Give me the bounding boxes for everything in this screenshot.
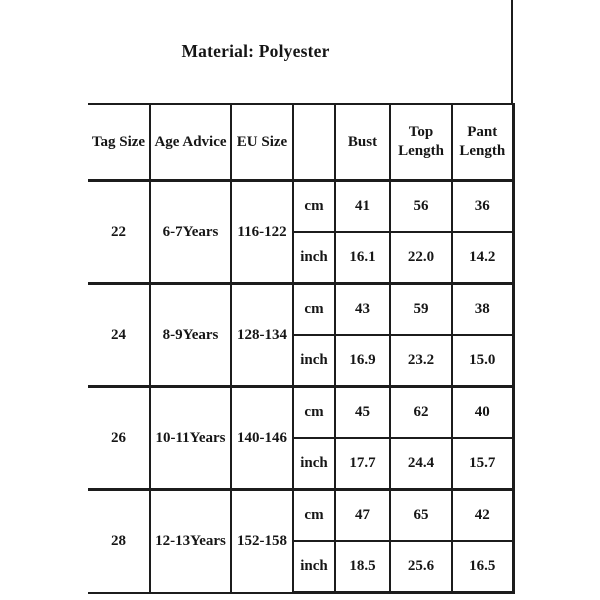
pant-inch-cell: 15.7 [452, 438, 513, 490]
header-unit [293, 104, 335, 181]
title-block [0, 0, 513, 103]
header-age-advice: Age Advice [150, 104, 231, 181]
page-title: Material: Polyester [181, 41, 330, 61]
unit-cm-cell: cm [293, 387, 335, 439]
top-cm-cell: 65 [390, 490, 452, 542]
table-row [88, 490, 513, 542]
bust-cm-cell: 45 [335, 387, 390, 439]
bust-cm-cell: 41 [335, 181, 390, 233]
table-row [88, 181, 513, 233]
pant-inch-cell: 16.5 [452, 541, 513, 593]
age-advice-cell: 10-11Years [150, 387, 231, 490]
header-eu-size: EU Size [231, 104, 293, 181]
tag-size-cell: 22 [88, 181, 150, 284]
pant-cm-cell: 42 [452, 490, 513, 542]
bust-inch-cell: 16.9 [335, 335, 390, 387]
age-advice-cell: 12-13Years [150, 490, 231, 593]
unit-cm-cell: cm [293, 490, 335, 542]
size-chart-table [88, 103, 515, 594]
age-advice-cell: 6-7Years [150, 181, 231, 284]
bust-cm-cell: 43 [335, 284, 390, 336]
header-tag-size: Tag Size [88, 104, 150, 181]
top-inch-cell: 24.4 [390, 438, 452, 490]
unit-inch-cell: inch [293, 438, 335, 490]
eu-size-cell: 152-158 [231, 490, 293, 593]
bust-inch-cell: 16.1 [335, 232, 390, 284]
top-inch-cell: 25.6 [390, 541, 452, 593]
header-bust: Bust [335, 104, 390, 181]
unit-inch-cell: inch [293, 232, 335, 284]
header-top-length: Top Length [390, 104, 452, 181]
eu-size-cell: 116-122 [231, 181, 293, 284]
bust-inch-cell: 17.7 [335, 438, 390, 490]
header-pant-length: Pant Length [452, 104, 513, 181]
bust-inch-cell: 18.5 [335, 541, 390, 593]
top-inch-cell: 22.0 [390, 232, 452, 284]
top-cm-cell: 62 [390, 387, 452, 439]
unit-cm-cell: cm [293, 181, 335, 233]
pant-inch-cell: 15.0 [452, 335, 513, 387]
pant-cm-cell: 40 [452, 387, 513, 439]
top-cm-cell: 59 [390, 284, 452, 336]
unit-inch-cell: inch [293, 335, 335, 387]
eu-size-cell: 128-134 [231, 284, 293, 387]
age-advice-cell: 8-9Years [150, 284, 231, 387]
bust-cm-cell: 47 [335, 490, 390, 542]
tag-size-cell: 28 [88, 490, 150, 593]
tag-size-cell: 24 [88, 284, 150, 387]
eu-size-cell: 140-146 [231, 387, 293, 490]
top-cm-cell: 56 [390, 181, 452, 233]
table-row [88, 387, 513, 439]
pant-inch-cell: 14.2 [452, 232, 513, 284]
top-inch-cell: 23.2 [390, 335, 452, 387]
pant-cm-cell: 38 [452, 284, 513, 336]
pant-cm-cell: 36 [452, 181, 513, 233]
unit-inch-cell: inch [293, 541, 335, 593]
tag-size-cell: 26 [88, 387, 150, 490]
table-row [88, 284, 513, 336]
header-row [88, 104, 513, 181]
unit-cm-cell: cm [293, 284, 335, 336]
